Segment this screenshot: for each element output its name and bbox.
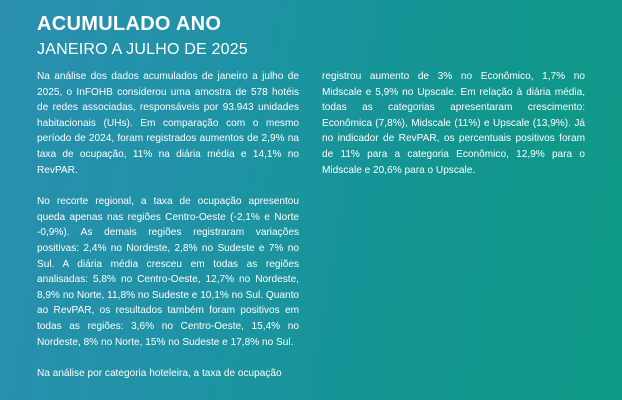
page-subtitle: JANEIRO A JULHO DE 2025 (37, 41, 248, 58)
text-column-right (322, 69, 585, 194)
paragraph-regional: No recorte regional, a taxa de ocupação apresentou queda apenas nas regiões Centro-Oeste (-2,1% e Norte -0,9%). As demais regiões registraram variações positivas: 2,4% no Nordeste, 2,8% no Sudeste e 7% no Sul. A diária média cresceu em todas as regiões analisadas: 5,8% no Centro-Oeste, 12,7% no Nordeste, 8,9% no Norte, 11,8% no Sudeste e 10,1% no Sul. Quanto ao RevPAR, os resultados também foram positivos em todas as regiões: 3,6% no Centro-Oeste, 15,4% no Nordeste, 8% no Norte, 15% no Sudeste e 17,8% no Sul. (37, 196, 299, 348)
page-title: ACUMULADO ANO (37, 13, 222, 35)
text-column-left (37, 69, 299, 398)
paragraph-overview: Na análise dos dados acumulados de janeiro a julho de 2025, o InFOHB considerou uma amostra de 578 hotéis de redes associadas, responsáveis por 93.943 unidades habitacionais (UHs). Em comparação com o mesmo período de 2024, foram registrados aumentos de 2,9% na taxa de ocupação, 11% na diária média e 14,1% no RevPAR. (37, 71, 299, 176)
paragraph-category-continued: registrou aumento de 3% no Econômico, 1,7% no Midscale e 5,9% no Upscale. Em relação à diária média, todas as categorias apresentaram crescimento: Econômica (7,8%), Midscale (11%) e Upscale (13,9%). Já no indicador de RevPAR, os percentuais positivos foram de 11% para a categoria Econômico, 12,9% para o Midscale e 20,6% para o Upscale. (322, 71, 585, 176)
paragraph-category-start: Na análise por categoria hoteleira, a taxa de ocupação (37, 368, 282, 380)
